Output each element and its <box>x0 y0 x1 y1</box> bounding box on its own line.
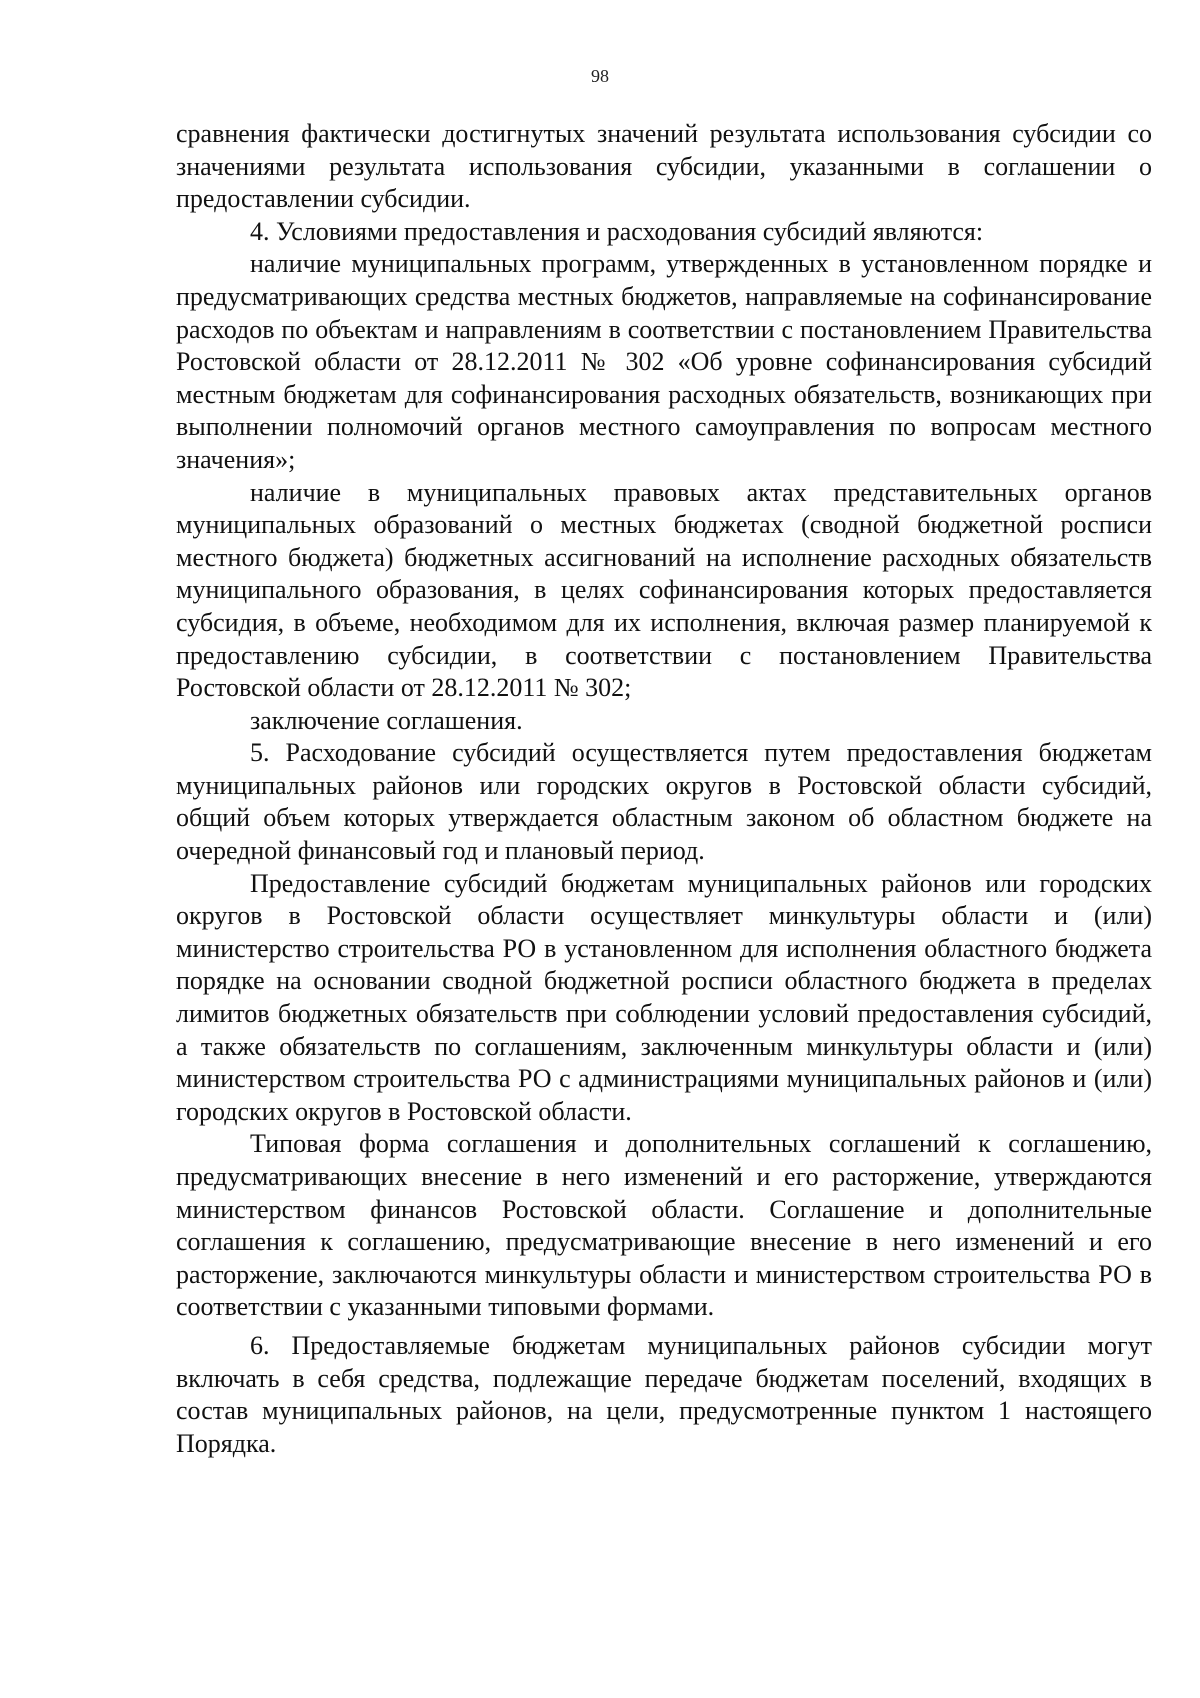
page-number: 98 <box>591 66 609 86</box>
document-body <box>176 118 1152 1460</box>
paragraph-standard-form: Типовая форма соглашения и дополнительных соглашений к соглашению, предусматривающих внесение в него изменений и его расторжение, утверждаются министерством финансов Ростовской области. Соглашение и дополнительные соглашения к соглашению, предусматривающие внесение в него изменений и его расторжение, заключаются минкультуры области и министерством строительства РО в соответствии с указанными типовыми формами. <box>176 1129 1152 1322</box>
paragraph-item-4: 4. Условиями предоставления и расходования субсидий являются: <box>250 216 984 246</box>
paragraph-condition-agreement: заключение соглашения. <box>250 705 523 735</box>
paragraph-provision: Предоставление субсидий бюджетам муниципальных районов или городских округов в Ростовской области осуществляет минкультуры области и (или) министерство строительства РО в установленном для исполнения областного бюджета порядке на основании сводной бюджетной росписи областного бюджета в пределах лимитов бюджетных обязательств при соблюдении условий предоставления субсидий, а также обязательств по соглашениям, заключенным минкультуры области и (или) министерством строительства РО с администрациями муниципальных районов и (или) городских округов в Ростовской области. <box>176 868 1152 1126</box>
paragraph-continuation: сравнения фактически достигнутых значений результата использования субсидии со значениями результата использования субсидии, указанными в соглашении о предоставлении субсидии. <box>176 119 1152 214</box>
paragraph-item-6: 6. Предоставляемые бюджетам муниципальных районов субсидии могут включать в себя средства, подлежащие передаче бюджетам поселений, входящих в состав муниципальных районов, на цели, предусмотренные пунктом 1 настоящего Порядка. <box>176 1330 1152 1458</box>
paragraph-condition-programs: наличие муниципальных программ, утвержденных в установленном порядке и предусматривающих средства местных бюджетов, направляемые на софинансирование расходов по объектам и направлениям в соответствии с постановлением Правительства Ростовской области от 28.12.2011 № 302 «Об уровне софинансирования субсидий местным бюджетам для софинансирования расходных обязательств, возникающих при выполнении полномочий органов местного самоуправления по вопросам местного значения»; <box>176 249 1152 474</box>
paragraph-item-5: 5. Расходование субсидий осуществляется путем предоставления бюджетам муниципальных районов или городских округов в Ростовской области субсидий, общий объем которых утверждается областным законом об областном бюджете на очередной финансовый год и плановый период. <box>176 738 1152 866</box>
paragraph-condition-budget-acts: наличие в муниципальных правовых актах представительных органов муниципальных образований о местных бюджетах (сводной бюджетной росписи местного бюджета) бюджетных ассигнований на исполнение расходных обязательств муниципального образования, в целях софинансирования которых предоставляется субсидия, в объеме, необходимом для их исполнения, включая размер планируемой к предоставлению субсидии, в соответствии с постановлением Правительства Ростовской области от 28.12.2011 № 302; <box>176 477 1152 703</box>
